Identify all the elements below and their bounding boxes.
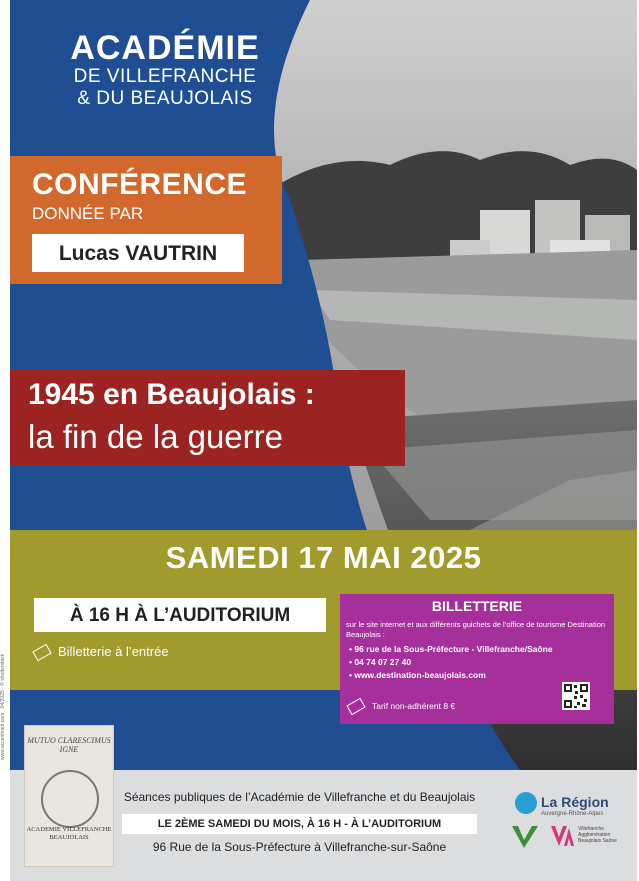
topic-line1: 1945 en Beaujolais : [28,378,315,411]
region-icon [515,792,537,814]
billetterie-phone: • 04 74 07 27 40 [349,657,412,667]
time-place-box [34,598,326,632]
conference-panel [10,156,282,284]
region-subtitle: Auvergne-Rhône-Alpes [541,811,604,817]
agglo-va-logo-icon [550,822,575,850]
speaker-name: Lucas VAUTRIN [58,242,218,265]
tarif-text: Tarif non-adhérent 8 € [372,701,456,711]
seances-text: Séances publiques de l’Académie de Villefranche et du Beaujolais [123,790,476,804]
billetterie-panel [340,594,614,724]
academy-line3: & DU BEAUJOLAIS [77,88,253,109]
billetterie-desc: sur le site internet et aux différents guichets de l’office de tourisme Destination Beaujolais : [346,620,606,639]
billetterie-website[interactable]: • www.destination-beaujolais.com [349,670,486,680]
academy-title [60,30,270,110]
tarif-line [348,701,455,712]
seal-motto: MUTUO CLARESCIMUS IGNE [27,736,111,754]
footer-address: 96 Rue de la Sous-Préfecture à Villefranche-sur-Saône [152,840,447,854]
qr-code-icon[interactable] [562,682,590,710]
billetterie-title: BILLETTERIE [431,598,523,614]
time-place: À 16 H À L’AUDITORIUM [69,605,291,626]
speaker-box [32,234,244,272]
topic-line2: la fin de la guerre [28,418,283,455]
academy-seal [24,725,114,867]
region-name: La Région [541,794,609,810]
credit-text: www.accentmeb.com · 04/2025 · © shutterstock [0,653,6,760]
ticket-icon [32,644,51,662]
donnee-par: DONNÉE PAR [32,204,144,223]
academy-line2: DE VILLEFRANCHE [73,66,257,87]
seal-name: ACADEMIE VILLEFRANCHE BEAUJOLAIS [26,826,112,841]
entrance-text: Billetterie à l’entrée [58,644,169,659]
entrance-ticketing [34,644,169,659]
conference-title: CONFÉRENCE [32,168,248,201]
monthly-schedule: LE 2ÈME SAMEDI DU MOIS, À 16 H - À L’AUDITORIUM [122,814,477,834]
poster [10,0,637,881]
billetterie-address: • 96 rue de la Sous-Préfecture - Villefranche/Saône [349,644,553,654]
seal-emblem-icon [41,770,99,828]
agglo-name: Villefranche Agglomération Beaujolais Saône [578,826,617,844]
topic-panel [10,370,405,466]
villefranche-v-logo-icon [510,822,540,850]
event-date: SAMEDI 17 MAI 2025 [165,540,482,575]
ticket-icon [346,698,365,716]
academy-line1: ACADÉMIE [70,29,260,67]
